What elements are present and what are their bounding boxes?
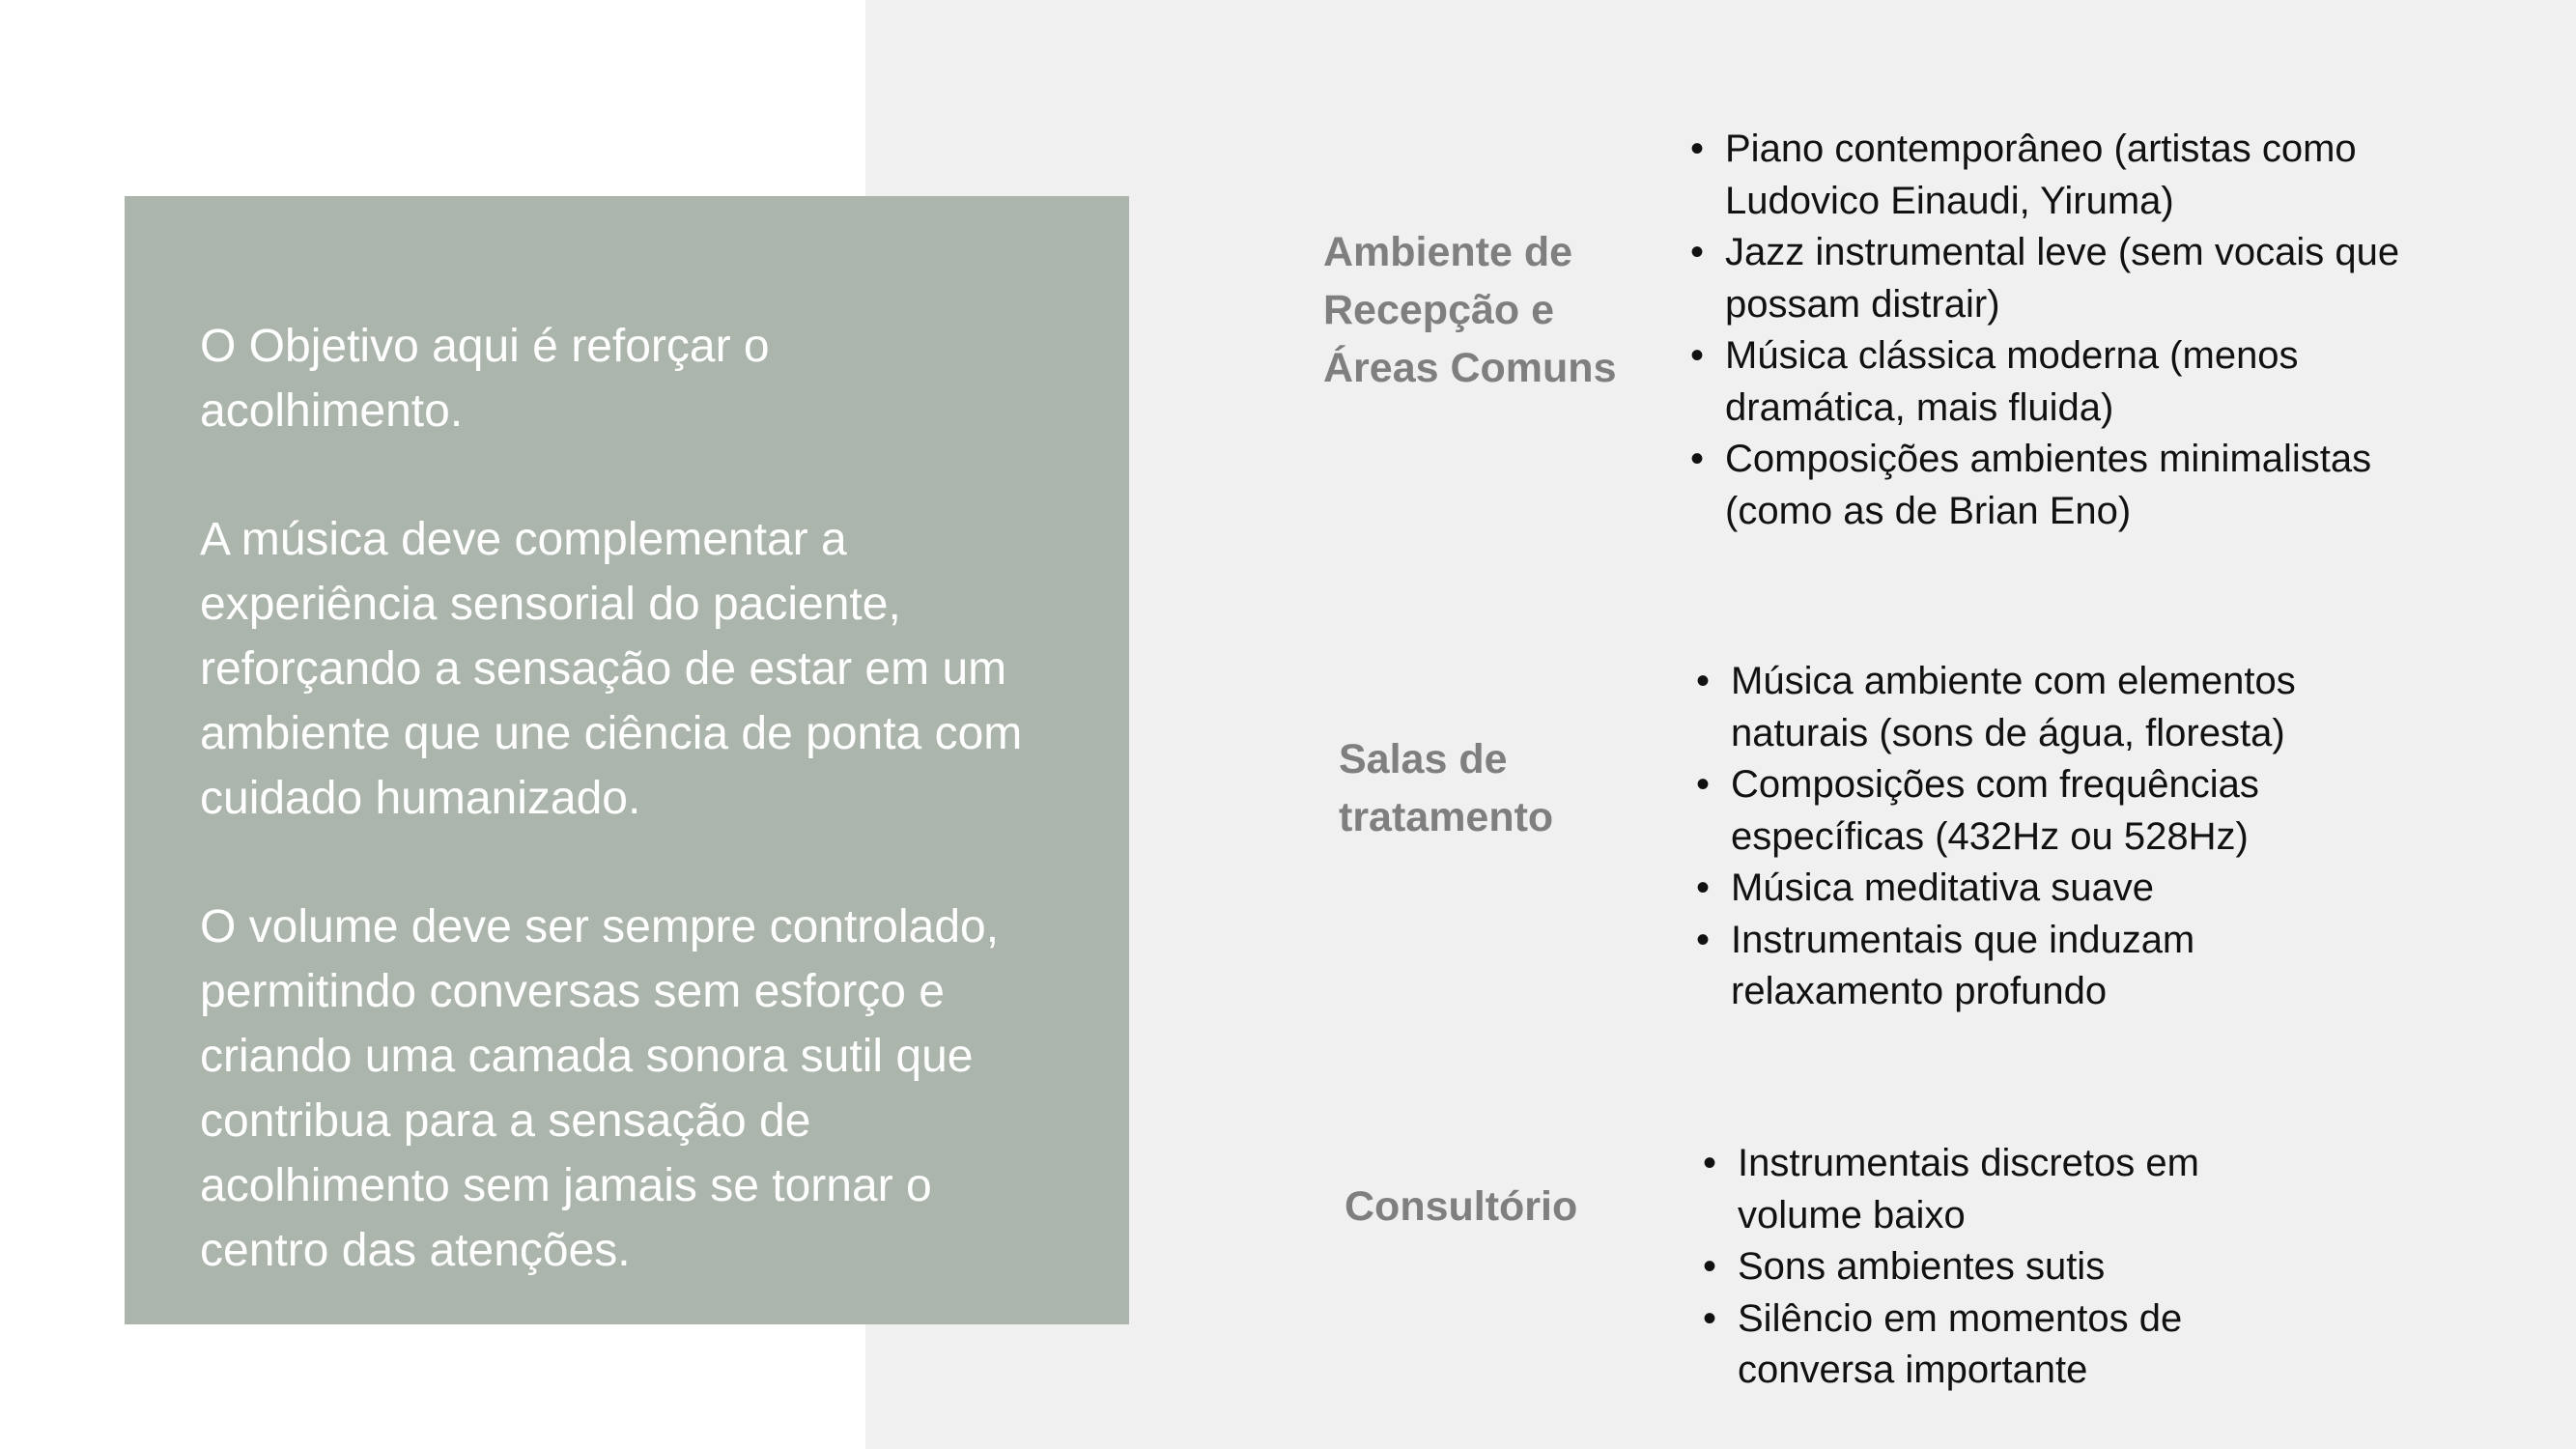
intro-paragraph-1: O Objetivo aqui é reforçar o acolhimento. <box>200 321 770 437</box>
bullet-icon: • <box>1690 231 1705 273</box>
list-item: • Instrumentais que induzam relaxamento profundo <box>1696 915 2343 1018</box>
list-item: • Música clássica moderna (menos dramática, mais fluida) <box>1690 330 2424 434</box>
bullet-icon: • <box>1690 334 1705 377</box>
section-title-reception: Ambiente de Recepção e Áreas Comuns <box>1323 229 1617 391</box>
section-list-office <box>1703 1138 2263 1397</box>
bullet-icon: • <box>1696 763 1711 806</box>
bullet-icon: • <box>1696 660 1711 702</box>
bullet-icon: • <box>1703 1296 1717 1340</box>
list-item: • Composições ambientes minimalistas (como as de Brian Eno) <box>1690 434 2424 537</box>
section-list-reception <box>1690 124 2424 537</box>
list-item: • Silêncio em momentos de conversa importante <box>1703 1293 2263 1397</box>
bullet-icon: • <box>1696 867 1711 909</box>
section-title-treatment: Salas de tratamento <box>1339 736 1554 840</box>
list-item: • Sons ambientes sutis <box>1703 1241 2263 1293</box>
list-item: • Piano contemporâneo (artistas como Ludovico Einaudi, Yiruma) <box>1690 124 2424 227</box>
bullet-icon: • <box>1696 918 1711 961</box>
intro-box <box>125 196 1129 1324</box>
list-item: • Música meditativa suave <box>1696 863 2343 915</box>
intro-paragraph-2: A música deve complementar a experiência sensorial do paciente, reforçando a sensação de estar em um ambiente que une ciência de ponta com cuidado humanizado. <box>200 514 1023 824</box>
bullet-icon: • <box>1690 438 1705 480</box>
bullet-icon: • <box>1703 1142 1717 1184</box>
section-list-treatment <box>1696 656 2343 1018</box>
bullet-icon: • <box>1690 128 1705 170</box>
list-item: • Composições com frequências específicas (432Hz ou 528Hz) <box>1696 759 2343 863</box>
intro-paragraph-3: O volume deve ser sempre controlado, permitindo conversas sem esforço e criando uma camada sonora sutil que contribua para a sensação de acolhimento sem jamais se tornar o centro das atenções. <box>200 901 1000 1276</box>
list-item: • Música ambiente com elementos naturais (sons de água, floresta) <box>1696 656 2343 759</box>
section-title-office: Consultório <box>1345 1183 1578 1230</box>
list-item: • Instrumentais discretos em volume baixo <box>1703 1138 2263 1241</box>
bullet-icon: • <box>1703 1245 1717 1288</box>
list-item: • Jazz instrumental leve (sem vocais que possam distrair) <box>1690 227 2424 330</box>
